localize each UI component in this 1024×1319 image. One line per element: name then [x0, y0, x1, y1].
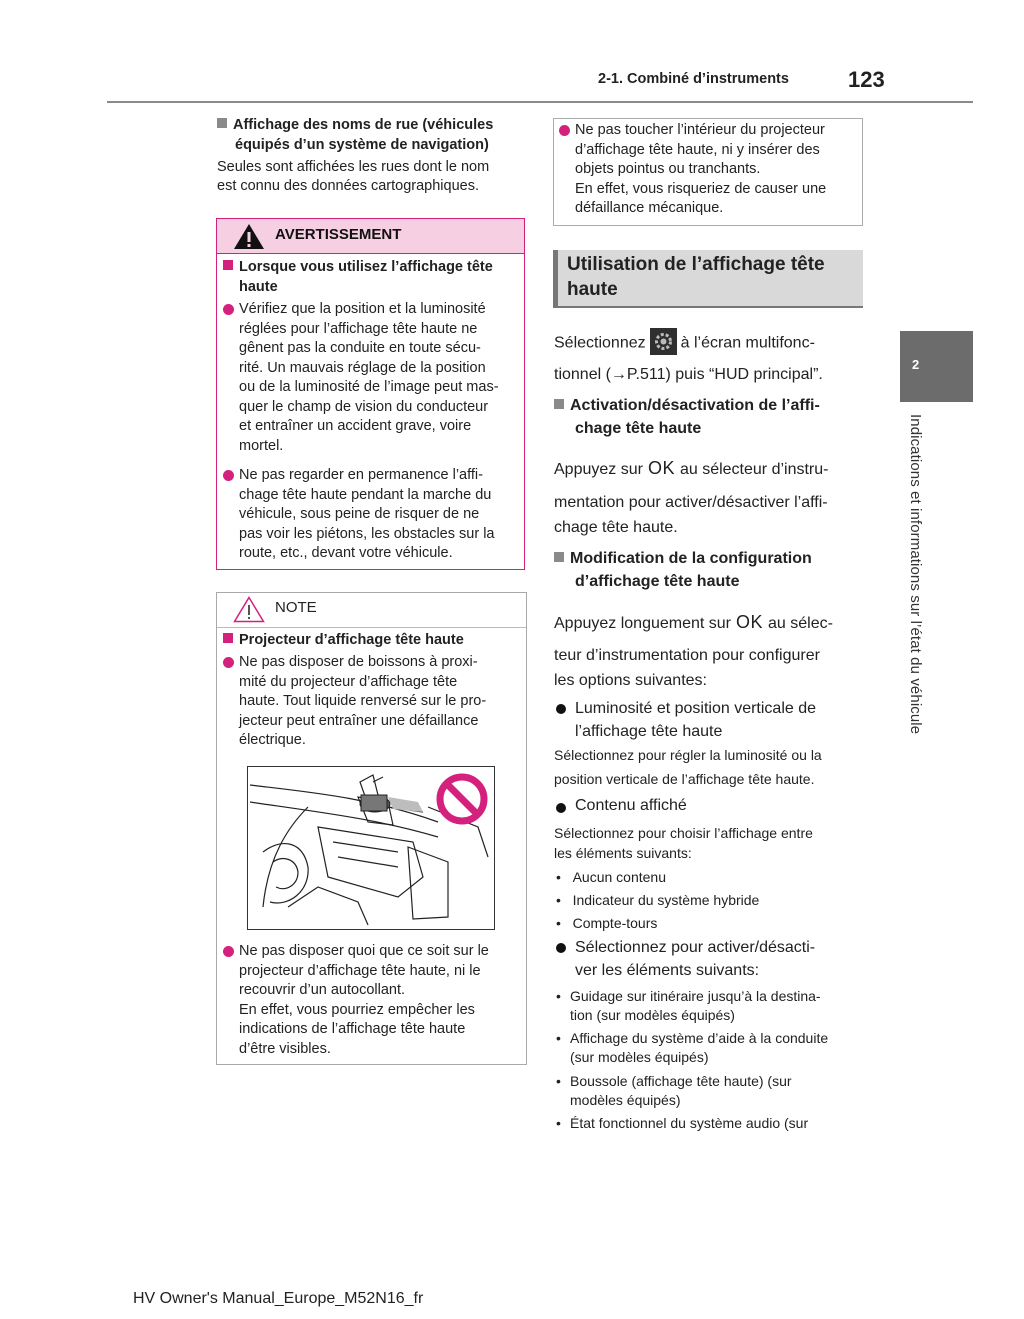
warning-triangle-icon [233, 223, 265, 250]
option-content-desc: Sélectionnez pour choisir l’affichage entre les éléments suivants: [554, 825, 813, 861]
warning-title: AVERTISSEMENT [275, 226, 402, 243]
activation-heading: Activation/désactivation de l’affi- chage tête haute [554, 394, 864, 440]
config-text-1: Appuyez longuement sur OK au sélec- [554, 612, 833, 632]
header-rule [107, 101, 973, 103]
pink-square-icon [223, 633, 233, 643]
list-item: • Compte-tours [556, 915, 658, 931]
note-item-drinks: Ne pas disposer de boissons à proxi- mité du projecteur d’affichage tête haute. Tout liquide renversé sur le pro- jecteur peut entraîner une défaillance électrique. [223, 653, 523, 751]
activation-text-2: mentation pour activer/désactiver l’affi- [554, 494, 828, 511]
option-brightness-desc: Sélectionnez pour régler la luminosité ou la position verticale de l’affichage tête haute. [554, 747, 822, 787]
square-bullet-icon [554, 399, 564, 409]
pink-bullet-icon [559, 125, 570, 136]
list-item: • Indicateur du système hybride [556, 892, 760, 908]
enable-list-compass: • Boussole (affichage tête haute) (sur modèles équipés) [556, 1073, 792, 1108]
warning-heading: Lorsque vous utilisez l’affichage tête haute [223, 258, 523, 297]
pink-bullet-icon [223, 657, 234, 668]
pink-square-icon [223, 260, 233, 270]
select-instruction-cont: tionnel (→P.511) puis “HUD principal”. [554, 366, 823, 383]
activation-text-1: Appuyez sur OK au sélecteur d’instru- [554, 458, 829, 478]
page-number: 123 [848, 67, 885, 92]
select-instruction: Sélectionnez à l’écran multifonc- [554, 330, 815, 357]
square-bullet-icon [217, 118, 227, 128]
warning-item-position: Vérifiez que la position et la luminosité réglées pour l’affichage tête haute ne gênent pas la conduite en toute sécu- rité. Un mauvais réglage de la position ou de la luminosité de l’image peut mas- quer le champ de vision du conducteur et entraîner un accident grave, voire mortel. [223, 300, 523, 456]
config-text-3: les options suivantes: [554, 672, 707, 689]
pink-bullet-icon [223, 946, 234, 957]
chapter-tab [900, 331, 973, 402]
black-bullet-icon [556, 943, 566, 953]
caution-triangle-icon [233, 596, 265, 623]
black-bullet-icon [556, 803, 566, 813]
note-heading: Projecteur d’affichage tête haute [223, 631, 523, 651]
settings-gear-icon [650, 328, 677, 355]
option-brightness: Luminosité et position verticale de l’affichage tête haute [554, 697, 864, 743]
street-names-text: Seules sont affichées les rues dont le nom est connu des données cartographiques. [217, 159, 490, 194]
ok-button-label: OK [736, 612, 764, 632]
note-title: NOTE [275, 599, 317, 616]
content-list [556, 866, 759, 935]
activation-text-3: chage tête haute. [554, 519, 678, 536]
enable-list-audio: • État fonctionnel du système audio (sur [556, 1115, 809, 1131]
chapter-title: Indications et informations sur l’état du véhicule [907, 414, 924, 735]
list-item: • Aucun contenu [556, 869, 666, 885]
option-enable: Sélectionnez pour activer/désacti- ver les éléments suivants: [554, 936, 864, 982]
enable-list-assist: • Affichage du système d’aide à la conduite (sur modèles équipés) [556, 1030, 829, 1065]
section-header: 2-1. Combiné d’instruments [598, 71, 789, 87]
note-header-rule [217, 627, 526, 628]
warning-item-gaze: Ne pas regarder en permanence l’affi- chage tête haute pendant la marche du véhicule, sous peine de risquer de ne pas voir les piétons, les obstacles sur la route, etc., devant votre véhicule. [223, 466, 523, 564]
section-banner-title: Utilisation de l’affichage tête haute [567, 254, 825, 300]
option-content: Contenu affiché [554, 797, 687, 815]
dashboard-drink-illustration [248, 767, 493, 928]
projector-illustration [247, 766, 495, 930]
footer-text: HV Owner's Manual_Europe_M52N16_fr [133, 1290, 424, 1307]
pink-bullet-icon [223, 304, 234, 315]
config-heading: Modification de la configuration d’affichage tête haute [554, 547, 864, 593]
config-text-2: teur d’instrumentation pour configurer [554, 647, 820, 664]
note-item-touch: Ne pas toucher l’intérieur du projecteur d’affichage tête haute, ni y insérer des objets pointus ou tranchants. En effet, vous risqueriez de causer une défaillance mécanique. [559, 121, 859, 219]
ok-button-label: OK [647, 458, 675, 478]
chapter-number: 2 [912, 357, 920, 372]
enable-list-guidance: • Guidage sur itinéraire jusqu’à la destina- tion (sur modèles équipés) [556, 988, 821, 1023]
note-item-cover: Ne pas disposer quoi que ce soit sur le projecteur d’affichage tête haute, ni le recouvrir d’un autocollant. En effet, vous pourriez empêcher les indications de l’affichage tête haute d’être visibles. [223, 942, 523, 1059]
black-bullet-icon [556, 704, 566, 714]
pink-bullet-icon [223, 470, 234, 481]
square-bullet-icon [554, 552, 564, 562]
street-names-heading: Affichage des noms de rue (véhicules équipés d’un système de navigation) [217, 115, 522, 155]
